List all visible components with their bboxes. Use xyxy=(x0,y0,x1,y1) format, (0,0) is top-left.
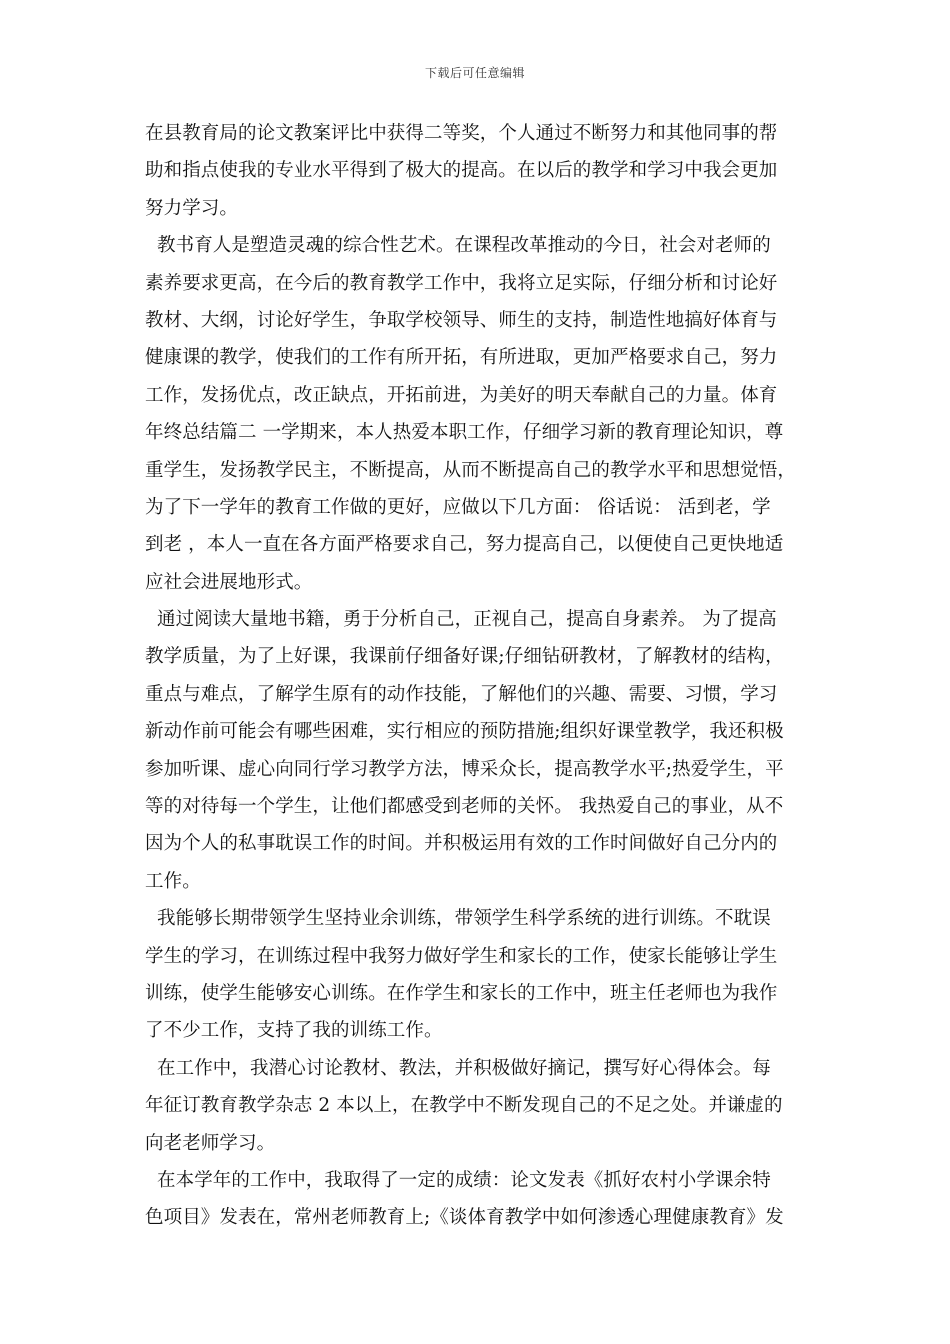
text-line: 训练，使学生能够安心训练。在作学生和家长的工作中，班主任老师也为我作 xyxy=(145,982,778,1004)
text-line: 工作，发扬优点，改正缺点，开拓前进，为美好的明天奉献自己的力量。体育 xyxy=(145,384,778,406)
text-line: 教书育人是塑造灵魂的综合性艺术。在课程改革推动的今日，社会对老师的 xyxy=(157,235,771,257)
text-line: 重学生，发扬教学民主，不断提高，从而不断提高自己的教学水平和思想觉悟， xyxy=(145,459,797,481)
paragraph-4 xyxy=(145,900,807,1050)
text-line: 助和指点使我的专业水平得到了极大的提高。在以后的教学和学习中我会更加 xyxy=(145,160,778,182)
text-line: 为了下一学年的教育工作做的更好，应做以下几方面： 俗话说： 活到老，学 xyxy=(145,496,771,518)
paragraph-3 xyxy=(145,601,807,900)
text-line: 素养要求更高，在今后的教育教学工作中，我将立足实际，仔细分析和讨论好 xyxy=(145,272,778,294)
paragraph-2 xyxy=(145,227,807,601)
text-line: 因为个人的私事耽误工作的时间。并积极运用有效的工作时间做好自己分内的 xyxy=(145,833,778,855)
document-body xyxy=(145,115,807,1237)
paragraph-1 xyxy=(145,115,807,227)
text-line: 在本学年的工作中，我取得了一定的成绩：论文发表《抓好农村小学课余特 xyxy=(157,1169,771,1191)
text-line: 了不少工作，支持了我的训练工作。 xyxy=(145,1020,443,1042)
text-line: 向老老师学习。 xyxy=(145,1132,276,1154)
text-line: 色项目》发表在，常州老师教育上;《谈体育教学中如何渗透心理健康教育》发 xyxy=(145,1207,784,1229)
text-line: 应社会进展地形式。 xyxy=(145,571,313,593)
text-line: 年征订教育教学杂志 2 本以上，在教学中不断发现自己的不足之处。并谦虚的 xyxy=(145,1095,783,1117)
text-line: 在工作中，我潜心讨论教材、教法，并积极做好摘记，撰写好心得体会。每 xyxy=(157,1057,771,1079)
text-line: 年终总结篇二 一学期来，本人热爱本职工作，仔细学习新的教育理论知识，尊 xyxy=(145,422,784,444)
page-header: 下载后可任意编辑 xyxy=(424,66,525,80)
text-line: 教学质量，为了上好课，我课前仔细备好课;仔细钻研教材，了解教材的结构， xyxy=(145,646,784,668)
text-line: 通过阅读大量地书籍，勇于分析自己，正视自己，提高自身素养。 为了提高 xyxy=(157,609,777,631)
text-line: 我能够长期带领学生坚持业余训练，带领学生科学系统的进行训练。不耽误 xyxy=(157,908,771,930)
paragraph-5 xyxy=(145,1050,807,1162)
text-line: 到老 ，本人一直在各方面严格要求自己，努力提高自己，以便使自己更快地适 xyxy=(145,534,784,556)
text-line: 工作。 xyxy=(145,870,201,892)
text-line: 学生的学习，在训练过程中我努力做好学生和家长的工作，使家长能够让学生 xyxy=(145,945,778,967)
text-line: 健康课的教学，使我们的工作有所开拓，有所进取，更加严格要求自己，努力 xyxy=(145,347,778,369)
text-line: 等的对待每一个学生，让他们都感受到老师的关怀。 我热爱自己的事业，从不 xyxy=(145,796,784,818)
text-line: 新动作前可能会有哪些困难，实行相应的预防措施;组织好课堂教学，我还积极 xyxy=(145,721,784,743)
text-line: 在县教育局的论文教案评比中获得二等奖，个人通过不断努力和其他同事的帮 xyxy=(145,123,778,144)
text-line: 参加听课、虚心向同行学习教学方法，博采众长，提高教学水平;热爱学生，平 xyxy=(145,758,784,780)
text-line: 教材、大纲，讨论好学生，争取学校领导、师生的支持，制造性地搞好体育与 xyxy=(145,309,778,331)
paragraph-6 xyxy=(145,1162,807,1237)
text-line: 重点与难点，了解学生原有的动作技能，了解他们的兴趣、需要、习惯，学习 xyxy=(145,683,778,705)
text-line: 努力学习。 xyxy=(145,197,239,219)
